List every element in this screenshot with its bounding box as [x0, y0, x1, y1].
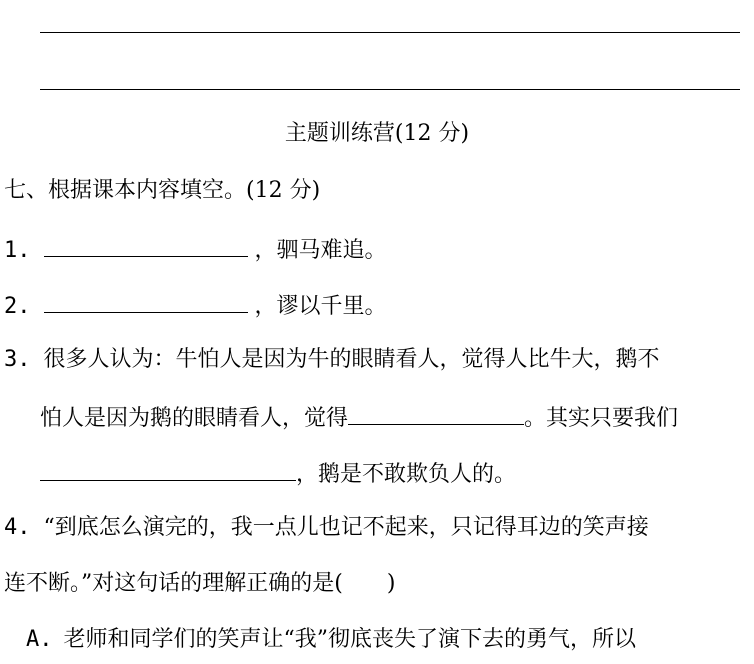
item-4-line-2: [4, 570, 395, 598]
option-a: [26, 626, 636, 654]
item-3-line-3: [40, 458, 516, 486]
question-heading: [4, 177, 320, 205]
item-text: 。其实只要我们: [524, 406, 679, 431]
fill-blank-3a[interactable]: [348, 402, 524, 425]
item-number: 1.: [4, 238, 31, 263]
item-4-line-1: [4, 514, 649, 542]
section-title: 主题训练营(12 分): [284, 121, 470, 146]
item-3-line-2: [40, 402, 678, 430]
answer-line-2: [40, 89, 740, 90]
item-2: [4, 290, 387, 318]
item-number: 2.: [4, 294, 31, 319]
fill-blank-3b[interactable]: [40, 458, 296, 481]
item-number: 4.: [4, 515, 31, 540]
item-text: ，驷马难追。: [254, 238, 387, 263]
option-text: 老师和同学们的笑声让“我”彻底丧失了演下去的勇气，所以: [63, 627, 636, 652]
item-number: 3.: [4, 347, 31, 372]
question-heading-text: 七、根据课本内容填空。(12 分): [4, 178, 321, 203]
fill-blank-1[interactable]: [44, 234, 248, 257]
option-label: A.: [26, 627, 53, 652]
item-1: [4, 234, 387, 262]
item-text: 连不断。”对这句话的理解正确的是( ): [4, 571, 396, 596]
item-text: 很多人认为：牛怕人是因为牛的眼睛看人，觉得人比牛大，鹅不: [43, 347, 660, 372]
fill-blank-2[interactable]: [44, 290, 248, 313]
item-text: 怕人是因为鹅的眼睛看人，觉得: [40, 406, 349, 431]
item-text: ，鹅是不敢欺负人的。: [296, 462, 517, 487]
item-text: ，谬以千里。: [254, 294, 387, 319]
item-text: “到底怎么演完的，我一点儿也记不起来，只记得耳边的笑声接: [43, 515, 649, 540]
item-3-line-1: [4, 346, 660, 374]
answer-line-1: [40, 32, 740, 33]
